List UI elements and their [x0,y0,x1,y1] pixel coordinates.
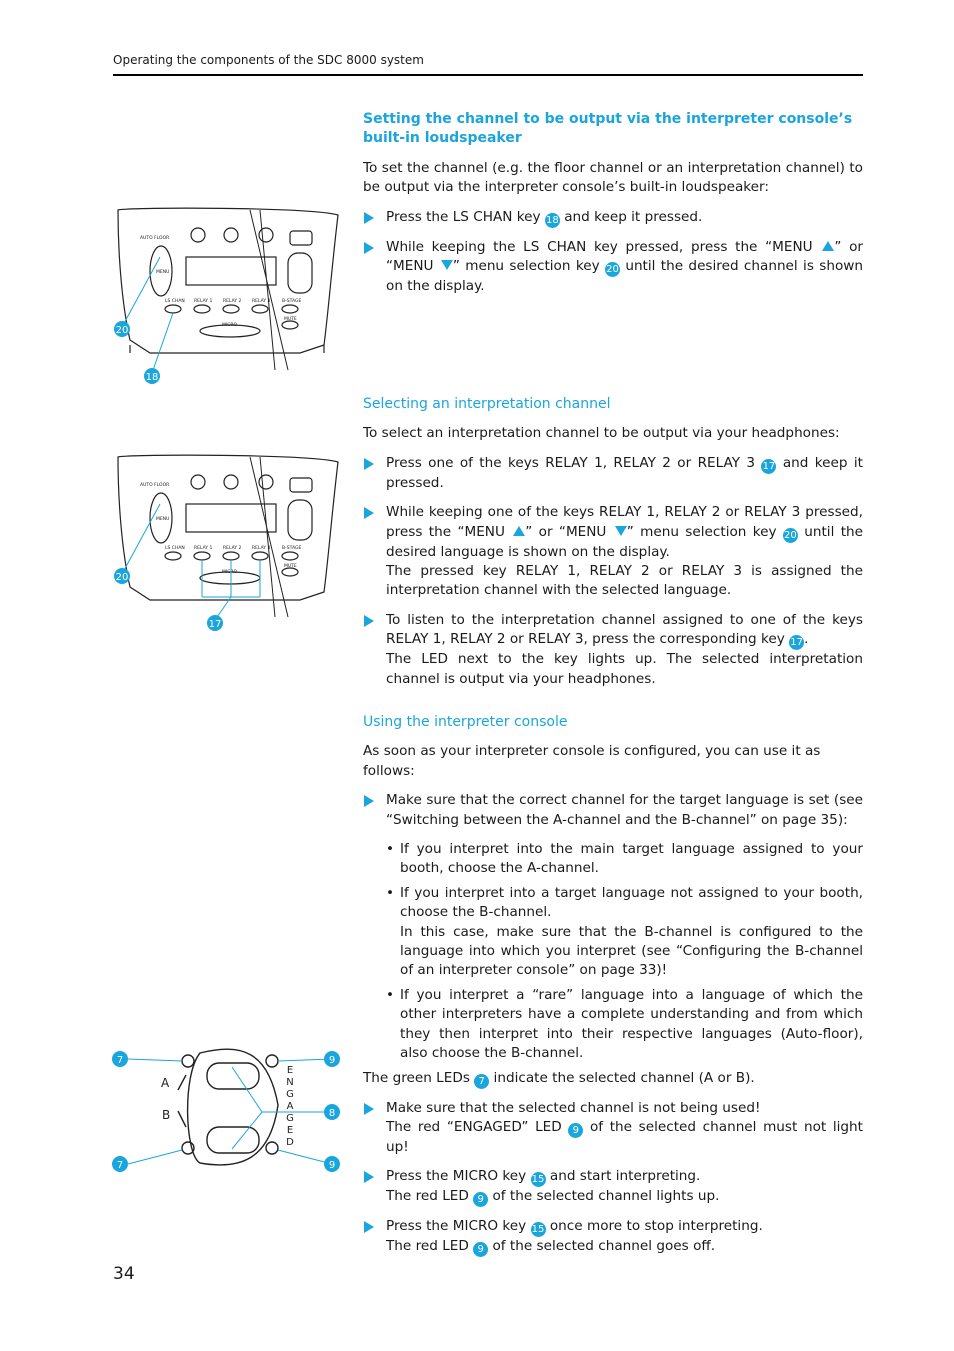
key-number-badge: 17 [762,460,776,472]
channel-b-label: B [162,1108,171,1122]
key-number-badge: 20 [606,264,619,276]
header-rule [113,74,863,76]
svg-text:7: 7 [116,1055,124,1066]
micro-key-figure [110,1045,350,1175]
ls-chan-label: LS CHAN [165,299,185,304]
micro-label: MICRO [222,323,238,328]
engaged-label [286,1065,294,1148]
auto-floor-label: AUTO FLOOR [140,236,170,241]
svg-text:20: 20 [115,572,129,583]
bullet-arrow-icon [364,507,374,519]
bullet-arrow-icon [364,242,374,254]
bullet-arrow-icon [364,212,374,224]
arrow-down-icon [615,526,627,536]
arrow-up-icon [513,526,525,536]
bullet-arrow-icon [364,1103,374,1115]
key-number-badge: 7 [474,1074,489,1089]
step-item: Make sure that the correct channel for the target language is set (see “Switching between the A-channel and the B-channel” on page 35): [363,791,863,830]
key-number-badge: 9 [473,1242,488,1257]
mute-label: MUTE [284,564,297,569]
key-number-badge: 15 [531,1224,545,1236]
key-number-badge: 9 [568,1123,583,1138]
svg-text:D: D [286,1137,294,1148]
section-heading: Using the interpreter console [363,714,568,730]
section-interpretation-channel [363,395,863,689]
step-item: Press the LS CHAN key 18 and keep it pressed. [363,208,863,228]
bullet-arrow-icon [364,1171,374,1183]
bullet-arrow-icon [364,458,374,470]
svg-text:7: 7 [116,1160,124,1171]
list-item: • If you interpret into the main target language assigned to your booth, choose the A-channel. [386,841,863,877]
console-figure-relay [110,452,350,632]
step-item: While keeping one of the keys RELAY 1, RELAY 2 or RELAY 3 pressed, press the “MENU ” or “MENU ” menu selection key 20 until the desired language is shown on the display. The pressed key RELAY 1, RELAY 2 or RELAY 3 is assigned the interpretation channel with the selected language. [363,503,863,601]
svg-text:8: 8 [328,1108,336,1119]
key-number-badge: 18 [546,214,559,226]
bullet-dot-icon: • [386,841,395,858]
list-item: • If you interpret a “rare” language into a language of which the other interpreters have a complete understanding and from which they then interpret into their respective languages (Auto-floor), also choose the B-channel. [386,986,863,1062]
step-item: Make sure that the selected channel is not being used! The red “ENGAGED” LED 9 of the selected channel must not light up! [363,1099,863,1158]
svg-text:9: 9 [328,1055,336,1066]
section-using-console [363,713,863,1257]
bullet-arrow-icon [364,615,374,627]
bullet-arrow-icon [364,795,374,807]
running-header: Operating the components of the SDC 8000 system [113,53,424,67]
step-item: To listen to the interpretation channel assigned to one of the keys RELAY 1, RELAY 2 or RELAY 3, press the corresponding key 17. The LED next to the key lights up. The selected interpretation channel is output via your headphones. [363,611,863,689]
svg-text:A: A [286,1101,294,1112]
svg-text:N: N [286,1077,294,1088]
section-heading: Selecting an interpretation channel [363,396,611,412]
relay1-label: RELAY 1 [194,299,213,304]
arrow-up-icon [822,241,834,251]
key-number-badge: 15 [531,1174,545,1186]
menu-label: MENU [156,270,170,275]
ls-chan-label: LS CHAN [165,546,185,551]
list-item: • If you interpret into a target language not assigned to your booth, choose the B-channel. In this case, make sure that the B-channel is configured to the language into which you interpret (see “Configuring the B-channel of an interpreter console” on page 33)! [386,884,863,979]
svg-text:E: E [286,1065,294,1076]
menu-label: MENU [156,517,170,522]
intro-text: To select an interpretation channel to be output via your headphones: [363,425,840,442]
micro-label: MICRO [222,570,238,575]
page-number: 34 [113,1264,135,1284]
intro-text: As soon as your interpreter console is configured, you can use it as follows: [363,743,821,779]
relay1-label: RELAY 1 [194,546,213,551]
relay2-label: RELAY 2 [223,546,242,551]
key-number-badge: 17 [790,637,803,649]
section-heading: Setting the channel to be output via the interpreter console’s built-in loudspeaker [363,111,853,147]
svg-text:G: G [286,1113,294,1124]
paragraph: The green LEDs 7 indicate the selected channel (A or B). [363,1069,755,1087]
step-item: While keeping the LS CHAN key pressed, press the “MENU ” or “MENU ” menu selection key 20 until the desired channel is shown on the display. [363,238,863,297]
svg-text:E: E [286,1125,294,1136]
key-number-badge: 20 [784,529,797,541]
bullet-arrow-icon [364,1221,374,1233]
svg-text:17: 17 [208,619,222,630]
step-item: Press one of the keys RELAY 1, RELAY 2 or RELAY 3 17 and keep it pressed. [363,454,863,493]
svg-text:G: G [286,1089,294,1100]
step-item: Press the MICRO key 15 and start interpreting. The red LED 9 of the selected channel lights up. [363,1167,863,1207]
key-number-badge: 9 [473,1192,488,1207]
bullet-dot-icon: • [386,884,395,901]
section-ls-channel [363,110,863,296]
relay2-label: RELAY 2 [223,299,242,304]
step-item: Press the MICRO key 15 once more to stop interpreting. The red LED 9 of the selected channel goes off. [363,1217,863,1257]
svg-text:9: 9 [328,1160,336,1171]
intro-text: To set the channel (e.g. the floor channel or an interpretation channel) to be output via the interpreter console’s built-in loudspeaker: [363,159,863,196]
auto-floor-label: AUTO FLOOR [140,483,170,488]
channel-a-label: A [161,1076,170,1090]
mute-label: MUTE [284,317,297,322]
console-figure-ls-chan [110,205,350,390]
arrow-down-icon [441,260,453,270]
svg-text:20: 20 [115,325,129,336]
b-stage-label: B-STAGE [282,546,302,551]
bullet-dot-icon: • [386,986,395,1003]
relay3-label: RELAY 3 [252,546,271,551]
svg-text:18: 18 [145,372,159,383]
b-stage-label: B-STAGE [282,299,302,304]
relay3-label: RELAY 3 [252,299,271,304]
